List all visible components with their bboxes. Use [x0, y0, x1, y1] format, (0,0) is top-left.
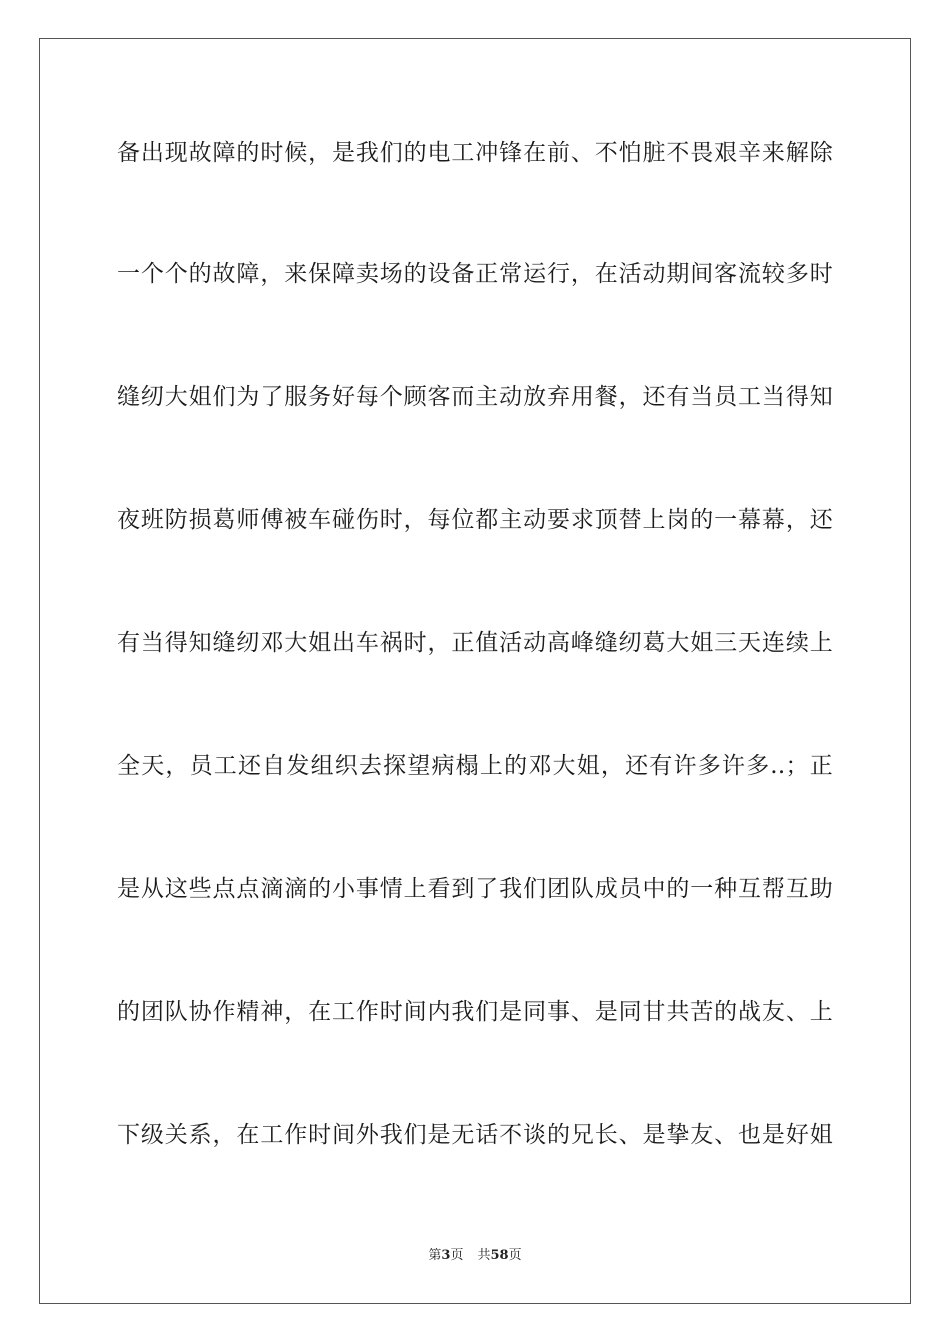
body-line-8: 的团队协作精神，在工作时间内我们是同事、是同甘共苦的战友、上 — [117, 999, 833, 1025]
body-line-4: 夜班防损葛师傅被车碰伤时，每位都主动要求顶替上岗的一幕幕，还 — [117, 507, 833, 533]
body-line-3: 缝纫大姐们为了服务好每个顾客而主动放弃用餐，还有当员工当得知 — [117, 384, 833, 410]
body-line-7: 是从这些点点滴滴的小事情上看到了我们团队成员中的一种互帮互助 — [117, 876, 833, 902]
footer-prefix: 第 — [428, 1248, 442, 1263]
body-line-9: 下级关系，在工作时间外我们是无话不谈的兄长、是挚友、也是好姐 — [117, 1122, 833, 1148]
footer-current-page: 3 — [441, 1248, 451, 1263]
footer-total-suffix: 页 — [508, 1248, 522, 1263]
page-border — [39, 38, 911, 1304]
body-line-2: 一个个的故障，来保障卖场的设备正常运行，在活动期间客流较多时 — [117, 261, 833, 287]
page-footer — [0, 1247, 950, 1265]
body-line-5: 有当得知缝纫邓大姐出车祸时，正值活动高峰缝纫葛大姐三天连续上 — [117, 630, 833, 656]
footer-total-prefix: 共 — [477, 1248, 491, 1263]
footer-total-pages: 58 — [490, 1248, 509, 1263]
footer-page-suffix: 页 — [450, 1248, 464, 1263]
body-line-6: 全天，员工还自发组织去探望病榻上的邓大姐，还有许多许多..；正 — [117, 753, 833, 779]
body-line-1: 备出现故障的时候，是我们的电工冲锋在前、不怕脏不畏艰辛来解除 — [117, 140, 833, 166]
